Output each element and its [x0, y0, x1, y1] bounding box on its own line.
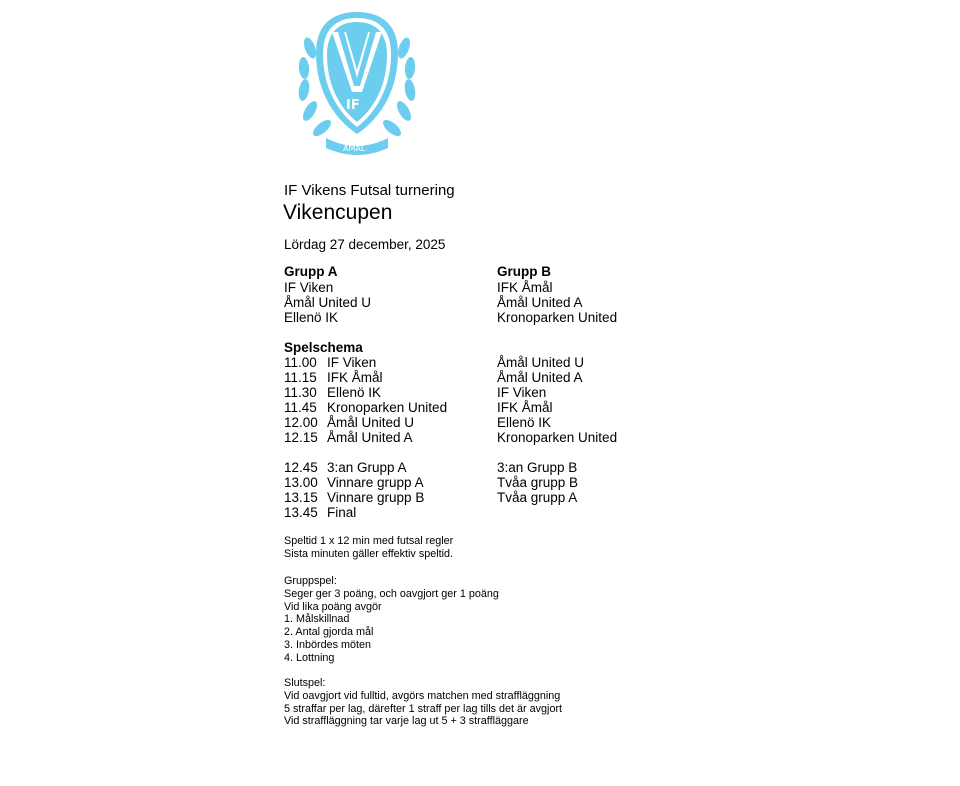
group-a-team: IF Viken	[284, 280, 334, 295]
match-away: IFK Åmål	[497, 400, 553, 415]
match-away: Tvåa grupp B	[497, 475, 579, 490]
group-a-heading: Grupp A	[284, 264, 338, 279]
match-time: 11.45	[284, 400, 317, 415]
match-away: Ellenö IK	[497, 415, 552, 430]
group-play-rules	[284, 575, 499, 665]
club-crest-logo	[296, 8, 418, 158]
match-away: Åmål United U	[497, 355, 585, 370]
match-time: 13.15	[284, 490, 318, 505]
rule-line: 1. Målskillnad	[284, 613, 350, 626]
match-time: 11.30	[284, 385, 317, 400]
knockout-rules	[284, 677, 562, 728]
rule-line: Sista minuten gäller effektiv speltid.	[284, 547, 454, 560]
rule-line: Gruppspel:	[284, 575, 337, 587]
match-time: 12.15	[284, 430, 318, 445]
rule-line: Slutspel:	[284, 677, 326, 689]
tournament-date: Lördag 27 december, 2025	[284, 237, 446, 252]
rule-line: Vid oavgjort vid fulltid, avgörs matchen med straffläggning	[284, 689, 561, 702]
match-home: Kronoparken United	[327, 400, 448, 415]
schedule-heading: Spelschema	[284, 340, 363, 355]
match-row	[284, 415, 784, 430]
match-home: Vinnare grupp A	[327, 475, 424, 490]
rule-line: Vid straffläggning tar varje lag ut 5 + 3 straffläggare	[284, 715, 529, 728]
match-home: Vinnare grupp B	[327, 490, 425, 505]
rule-line: 3. Inbördes möten	[284, 638, 372, 651]
match-row	[284, 460, 784, 475]
match-time: 11.15	[284, 370, 317, 385]
rule-line: Speltid 1 x 12 min med futsal regler	[284, 535, 454, 547]
match-home: 3:an Grupp A	[327, 460, 407, 475]
match-home: Final	[327, 505, 357, 520]
match-row	[284, 490, 784, 505]
group-b-team: Kronoparken United	[497, 310, 618, 325]
match-away: Tvåa grupp A	[497, 490, 578, 505]
match-row	[284, 430, 784, 445]
rule-line: 2. Antal gjorda mål	[284, 626, 374, 639]
group-a-team: Åmål United U	[284, 295, 372, 310]
tournament-subtitle: IF Vikens Futsal turnering	[284, 182, 455, 199]
match-time: 12.00	[284, 415, 318, 430]
match-home: Ellenö IK	[327, 385, 382, 400]
match-home: IFK Åmål	[327, 370, 383, 385]
match-home: Åmål United U	[327, 415, 415, 430]
match-time: 11.00	[284, 355, 317, 370]
tournament-title: Vikencupen	[283, 201, 393, 224]
match-time: 13.45	[284, 505, 318, 520]
match-row	[284, 475, 784, 490]
match-row	[284, 370, 784, 385]
rule-line: 5 straffar per lag, därefter 1 straff per lag tills det är avgjort	[284, 702, 563, 715]
rule-line: 4. Lottning	[284, 651, 335, 664]
match-away: Åmål United A	[497, 370, 583, 385]
match-away: 3:an Grupp B	[497, 460, 578, 475]
match-away: IF Viken	[497, 385, 547, 400]
match-home: IF Viken	[327, 355, 377, 370]
group-a-team: Ellenö IK	[284, 310, 339, 325]
svg-text:IF: IF	[346, 98, 360, 113]
match-row	[284, 355, 784, 370]
match-row	[284, 400, 784, 415]
group-b-heading: Grupp B	[497, 264, 551, 279]
match-time: 12.45	[284, 460, 318, 475]
match-row	[284, 505, 784, 520]
rule-line: Vid lika poäng avgör	[284, 600, 382, 613]
match-home: Åmål United A	[327, 430, 413, 445]
svg-text:ÅMÅL: ÅMÅL	[343, 144, 366, 153]
match-away: Kronoparken United	[497, 430, 618, 445]
group-b-team: IFK Åmål	[497, 280, 553, 295]
group-b-team: Åmål United A	[497, 295, 583, 310]
playtime-rules	[284, 535, 453, 561]
rule-line: Seger ger 3 poäng, och oavgjort ger 1 poäng	[284, 587, 499, 600]
match-row	[284, 385, 784, 400]
match-time: 13.00	[284, 475, 318, 490]
